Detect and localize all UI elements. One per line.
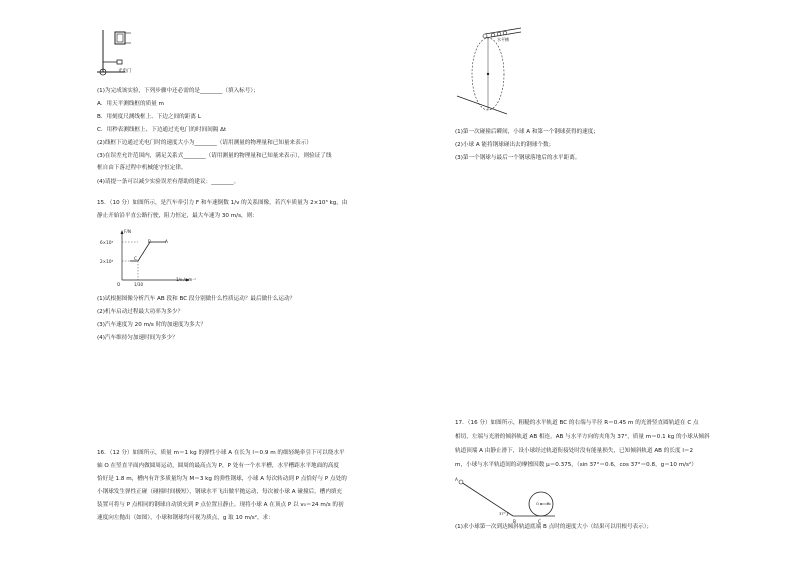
- q17-fig-o: O: [536, 501, 539, 506]
- q14-option-c: C．用秒表测线框上、下边通过光电门的时间间隔 Δt: [97, 127, 227, 133]
- q15-xlabel: 1/v /s·m⁻¹: [176, 277, 196, 282]
- slot-label: 水平槽: [497, 37, 509, 42]
- q15-origin: O: [117, 282, 121, 287]
- q17-sub1: (1)求小球第一次到达倾斜轨道底端 B 点时的速度大小（结果可以用根号表示）；: [455, 524, 653, 530]
- q17-line1: 17．（16 分）如图所示，粗糙的水平轨道 BC 的右端与半径 R＝0.45 m 的光滑竖直圆轨道在 C 点: [455, 420, 699, 426]
- q17-line4: m，小球与水平轨道间的动摩擦因数 μ＝0.375，（sin 37°＝0.6，cos 37°＝0.8，g＝10 m/s²）: [455, 462, 697, 468]
- q15-point-a: A: [165, 239, 168, 244]
- q15-sub1: (1)试根据图像分析汽车 AB 段和 BC 段分别做什么性质运动？最后做什么运动？: [97, 296, 296, 302]
- right-page: [397, 0, 794, 562]
- q16-sub3: (3)第一个钢球与最后一个钢球落地后的水平距离。: [455, 155, 581, 161]
- q17-fig-r: R: [547, 501, 550, 506]
- q15-ytick-mid: 2×10³: [100, 259, 114, 264]
- q14-part3-line1: (3)在误差允许范围内，满足关系式________（请用测量的物理量和已知量来表示），则验证了线: [97, 153, 332, 159]
- q17-line2: 相切，左端与光滑的倾斜轨道 AB 相连，AB 与水平方向的夹角为 37°，质量 m＝0.1 kg 的小球从倾斜: [455, 434, 710, 440]
- q16-sub2: (2)小球 A 能将钢球碰出去的钢球个数；: [455, 142, 555, 148]
- q15-point-c: C: [134, 256, 137, 261]
- q16-line2: 轴 O 在竖直平面内做圆周运动，圆周的最高点为 P，P 处有一个水平槽，水平槽距水平地面的高度: [97, 463, 340, 469]
- photogate-label: 光电门: [118, 69, 132, 74]
- q14-part2: (2)线框下边通过光电门时的速度大小为________（请用测量的物理量和已知量来表示）: [97, 140, 312, 146]
- q16-line4: 小钢球发生弹性正碰（碰撞时间极短），钢球水平飞出做平抛运动，每次被小球 A 碰撞后，槽内填充: [97, 489, 343, 495]
- q17-line3: 轨道顶端 A 由静止滑下，设小球经过轨道衔接处时没有能量损失，已知倾斜轨道 AB 的长度 l＝2: [455, 448, 694, 454]
- q14-part3-line2: 框自由下落过程中机械能守恒定律。: [97, 165, 187, 171]
- q15-ylabel: F/N: [124, 229, 131, 234]
- q15-xtick: 1/30: [134, 282, 143, 287]
- q17-fig-c: C: [538, 519, 541, 524]
- q15-sub3: (3)汽车速度为 20 m/s 时的加速度为多大？: [97, 322, 206, 328]
- q15-line2: 静止开始沿平直公路行驶，阻力恒定，最大车速为 30 m/s，则：: [97, 213, 258, 219]
- q16-line1: 16．（12 分）如图所示，质量 m＝1 kg 的弹性小球 A 在长为 l＝0.9 m 的细轻绳牵引下可以绕水平: [97, 450, 345, 456]
- q17-fig-angle: 37°: [499, 511, 506, 516]
- q15-point-b: B: [148, 239, 151, 244]
- q14-part4: (4)请提一条可以减少实验误差有帮助的建议：________。: [97, 179, 240, 185]
- q17-fig-b: B: [513, 519, 516, 524]
- q16-line6: 速度向左抛出（如图），小球和钢球均可视为质点，g 取 10 m/s²，求：: [97, 515, 274, 521]
- q16-line3: 恰好是 1.8 m，槽内有许多质量均为 M＝3 kg 的弹性钢球，小球 A 每次转动到 P 点恰好与 P 点处的: [97, 476, 347, 482]
- q15-sub4: (4)汽车维持匀加速时间为多少？: [97, 335, 178, 341]
- q16-sub1: (1)第一次碰撞后瞬间，小球 A 和第一个钢球获得的速度；: [455, 129, 599, 135]
- q17-figure: [455, 474, 565, 522]
- q14-option-a: A．用天平测线框的质量 m: [97, 101, 164, 107]
- q17-fig-a: A: [455, 477, 458, 482]
- q14-part1: (1)为完成该实验，下列步骤中还必需的是________（填入标号）；: [97, 88, 259, 94]
- q16-figure: [455, 26, 525, 116]
- q15-line1: 15．（10 分）如图所示，是汽车牵引力 F 和车速倒数 1/v 的关系图像，若汽车质量为 2×10³ kg，由: [97, 200, 348, 206]
- q14-option-b: B．用刻度尺测线框上、下边之间的距离 L: [97, 114, 201, 120]
- q15-sub2: (2)机车启动过程最大功率为多少？: [97, 309, 184, 315]
- q15-ytick-top: 6×10³: [100, 240, 114, 245]
- q16-line5: 装置可将与 P 点相同的钢球自动填充到 P 点位置且静止。现将小球 A 在顶点 P 以 v₀＝24 m/s 的初: [97, 502, 344, 508]
